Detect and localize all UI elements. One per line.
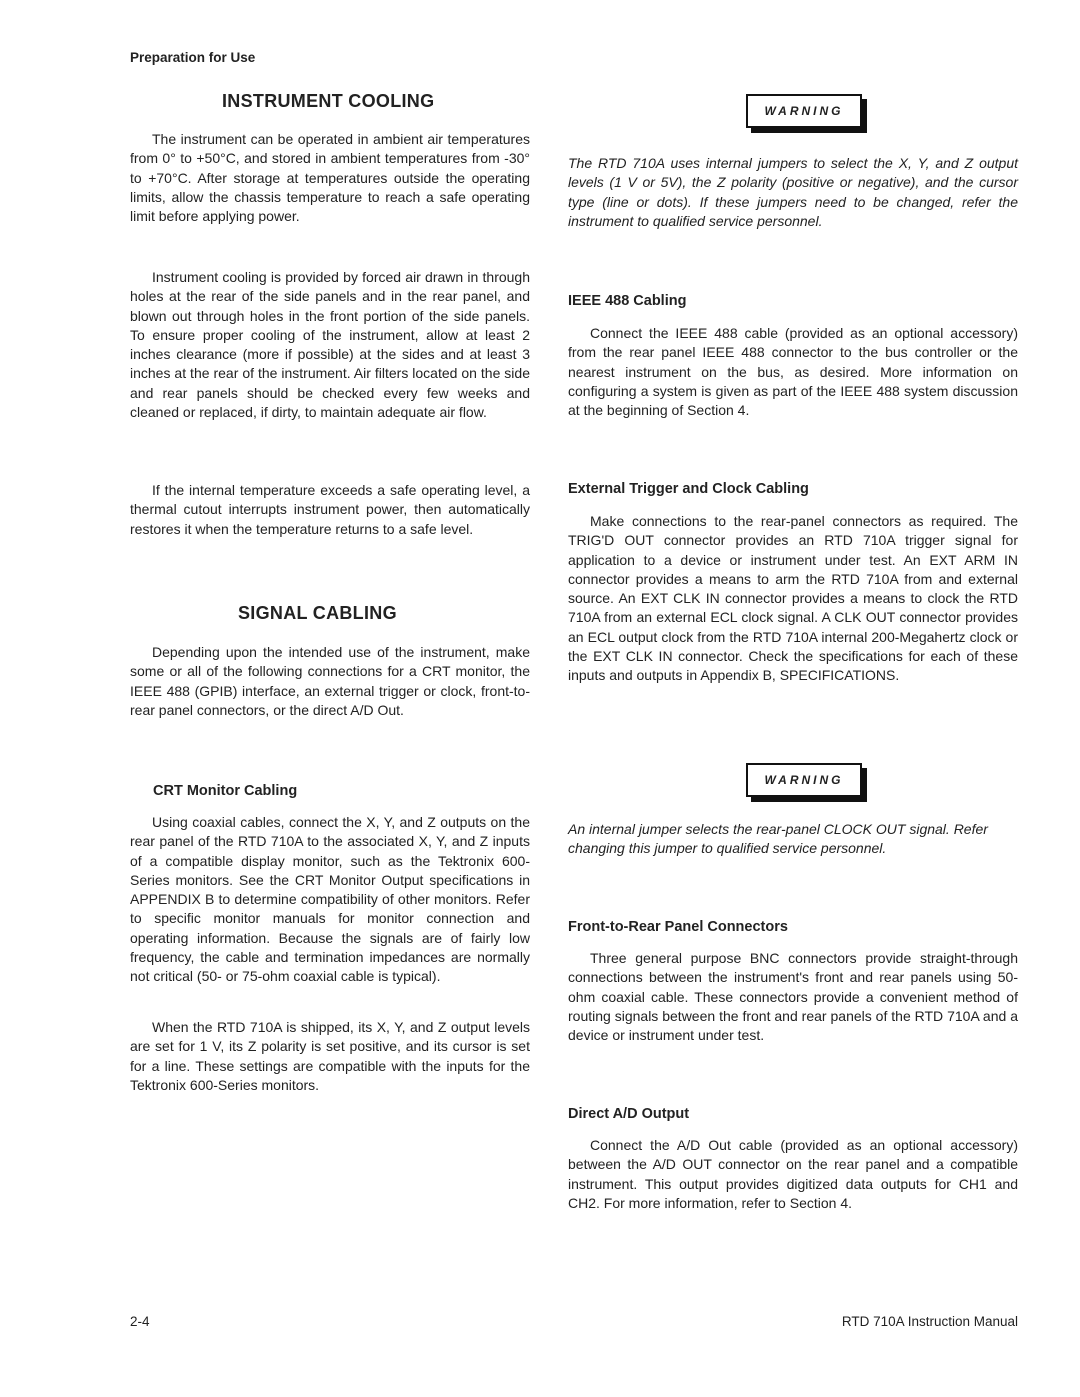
paragraph: Instrument cooling is provided by forced air drawn in through holes at the rear of the side panels and in the rear panel, and blown out through holes in the front portion of the side panels. To ensure proper cooling of the instrument, allow at least 2 inches clearance (more if possible) at the sides and at least 3 inches at the rear of the instrument. Air filters located on the side and rear panels should be checked every few weeks and cleaned or replaced, if dirty, to maintain adequate air flow. (130, 269, 530, 421)
warning-text: The RTD 710A uses internal jumpers to select the X, Y, and Z output levels (1 V or 5V), the Z polarity (positive or negative), and the cursor type (line or dots). If these jumpers need to be changed, refer the instrument to qualified service personnel. (568, 155, 1018, 229)
section-title-instrument-cooling: INSTRUMENT COOLING (222, 91, 435, 111)
warning-badge: WARNING (746, 94, 862, 128)
paragraph: Depending upon the intended use of the instrument, make some or all of the following connections for a CRT monitor, the IEEE 488 (GPIB) interface, an external trigger or clock, front-to-rear panel connectors, or the direct A/D Out. (130, 644, 530, 718)
subheading-direct-ad: Direct A/D Output (568, 1106, 690, 1122)
manual-title: RTD 710A Instruction Manual (841, 1314, 1018, 1329)
paragraph: Make connections to the rear-panel connectors as required. The TRIG'D OUT connector provides an RTD 710A trigger signal for application to a device or instrument under test. An EXT ARM IN connector provides a means to arm the RTD 710A from and external source. An EXT CLK IN connector provides a means to clock the RTD 710A from an external ECL clock signal. A CLK OUT connector provides an ECL output clock from the RTD 710A internal 200-Megahertz clock or the EXT CLK IN connector. Check the specifications for each of these inputs and outputs in Appendix B, SPECIFICATIONS. (568, 513, 1018, 684)
subheading-ieee: IEEE 488 Cabling (568, 293, 687, 309)
paragraph: Using coaxial cables, connect the X, Y, and Z outputs on the rear panel of the RTD 710A to the associated X, Y, and Z inputs of a compatible display monitor, such as the Tektronix 600-Series monitors. See the CRT Monitor Output specifications in APPENDIX B to determine compatibility of other monitors. Refer to specific monitor manuals for monitor connection and operating information. Because the signals are of fairly low frequency, the cable and termination impedances are normally not critical (50- or 75-ohm coaxial cable is typical). (130, 814, 530, 985)
subheading-front-to-rear: Front-to-Rear Panel Connectors (568, 919, 788, 935)
running-header: Preparation for Use (130, 50, 256, 65)
paragraph: The instrument can be operated in ambient air temperatures from 0° to +50°C, and stored in ambient temperatures from -30° to +70°C. After storage at temperatures outside the operating limits, allow the chassis temperature to reach a safe operating limit before applying power. (130, 131, 530, 225)
paragraph: Connect the A/D Out cable (provided as an optional accessory) between the A/D OUT connector on the rear panel and a compatible instrument. This output provides digitized data outputs for CH1 and CH2. For more information, refer to Section 4. (568, 1137, 1018, 1211)
paragraph: Connect the IEEE 488 cable (provided as an optional accessory) from the rear panel IEEE 488 connector to the bus controller or the nearest instrument on the bus, as desired. More information on configuring a system is given as part of the IEEE 488 system discussion at the beginning of Section 4. (568, 325, 1018, 419)
page-number: 2-4 (130, 1314, 150, 1329)
paragraph: If the internal temperature exceeds a safe operating level, a thermal cutout interrupts instrument power, then automatically restores it when the temperature returns to a safe level. (130, 482, 530, 537)
paragraph: Three general purpose BNC connectors provide straight-through connections between the instrument's front and rear panels using 50-ohm coaxial cable. These connectors provide a convenient method of routing signals between the front and rear panels of the RTD 710A and a device or instrument under test. (568, 950, 1018, 1044)
warning-text: An internal jumper selects the rear-panel CLOCK OUT signal. Refer changing this jumper to qualified service personnel. (568, 821, 988, 857)
paragraph: When the RTD 710A is shipped, its X, Y, and Z output levels are set for 1 V, its Z polarity is set positive, and its cursor is set for a line. These settings are compatible with the inputs for the Tektronix 600-Series monitors. (130, 1019, 530, 1093)
section-title-signal-cabling: SIGNAL CABLING (238, 603, 397, 623)
subheading-external-trigger: External Trigger and Clock Cabling (568, 481, 809, 497)
subheading-crt: CRT Monitor Cabling (153, 783, 298, 799)
warning-badge: WARNING (746, 763, 862, 797)
